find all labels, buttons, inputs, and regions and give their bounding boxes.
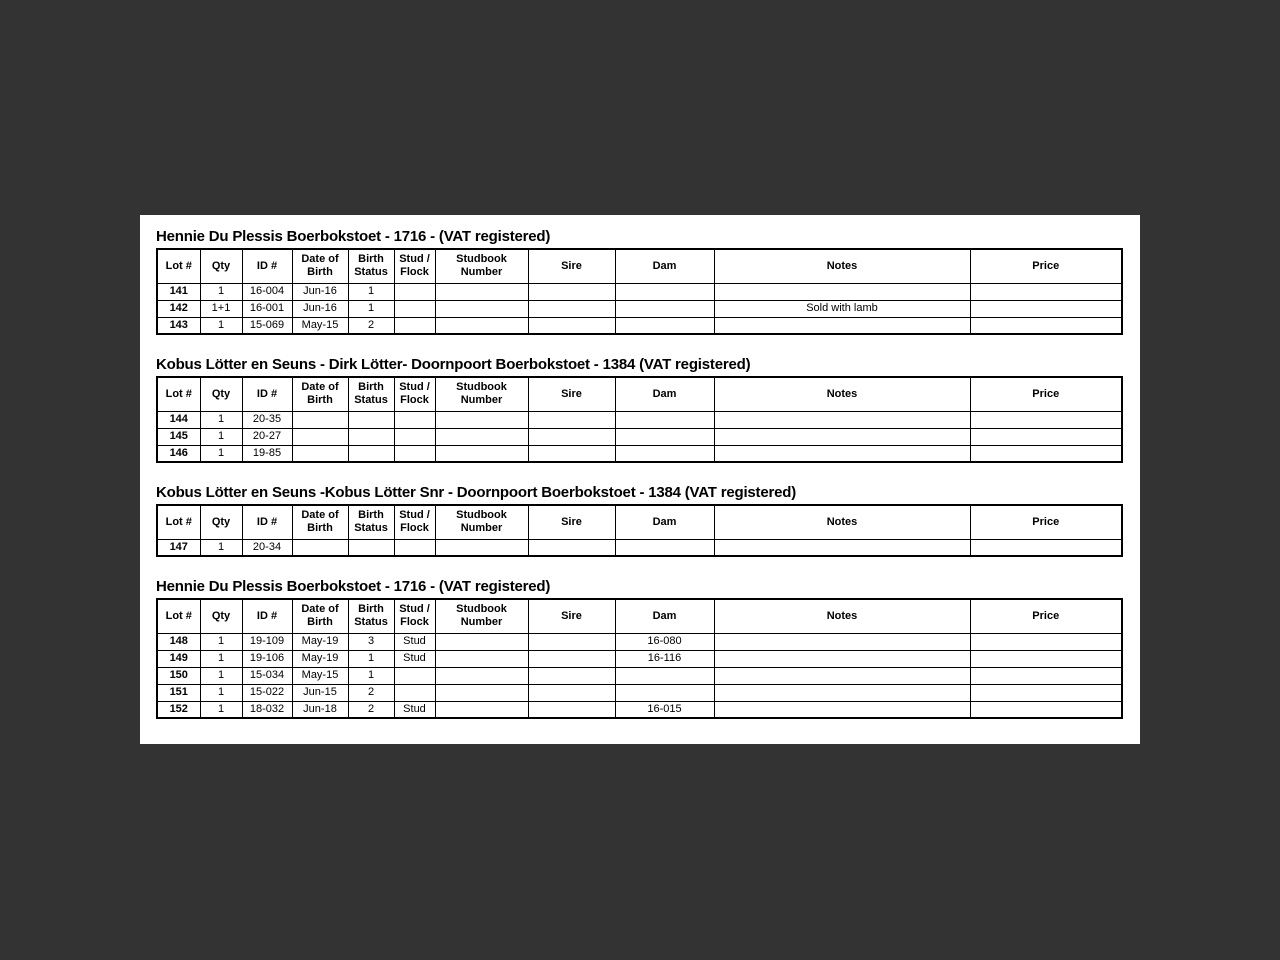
- cell-studflock: [394, 283, 435, 300]
- column-header-studbook: Studbook Number: [435, 377, 528, 411]
- cell-notes: Sold with lamb: [714, 300, 970, 317]
- cell-sire: [528, 667, 615, 684]
- cell-studflock: [394, 667, 435, 684]
- cell-id: 19-106: [242, 650, 292, 667]
- table-row: [157, 650, 1122, 667]
- cell-studbook: [435, 701, 528, 718]
- column-header-studflock: Stud / Flock: [394, 505, 435, 539]
- cell-dam: [615, 667, 714, 684]
- column-header-qty: Qty: [200, 599, 242, 633]
- cell-notes: [714, 701, 970, 718]
- table-row: [157, 684, 1122, 701]
- cell-studbook: [435, 650, 528, 667]
- column-header-id: ID #: [242, 505, 292, 539]
- cell-studflock: [394, 684, 435, 701]
- cell-dam: 16-080: [615, 633, 714, 650]
- document-page: [140, 215, 1140, 744]
- cell-studbook: [435, 539, 528, 556]
- table-row: [157, 539, 1122, 556]
- column-header-qty: Qty: [200, 249, 242, 283]
- table-row: [157, 300, 1122, 317]
- column-header-bstatus: Birth Status: [348, 377, 394, 411]
- cell-bstatus: [348, 428, 394, 445]
- cell-price: [970, 667, 1122, 684]
- header-row: [157, 505, 1122, 539]
- section-title: Kobus Lötter en Seuns - Dirk Lötter- Doornpoort Boerbokstoet - 1384 (VAT registered): [156, 356, 751, 373]
- cell-lot: 147: [157, 539, 200, 556]
- column-header-id: ID #: [242, 249, 292, 283]
- cell-notes: [714, 283, 970, 300]
- cell-studbook: [435, 300, 528, 317]
- cell-id: 16-001: [242, 300, 292, 317]
- header-row: [157, 377, 1122, 411]
- cell-qty: 1: [200, 539, 242, 556]
- column-header-qty: Qty: [200, 505, 242, 539]
- cell-qty: 1: [200, 283, 242, 300]
- cell-bstatus: [348, 411, 394, 428]
- column-header-bstatus: Birth Status: [348, 599, 394, 633]
- cell-studbook: [435, 667, 528, 684]
- cell-price: [970, 445, 1122, 462]
- column-header-notes: Notes: [714, 599, 970, 633]
- cell-studflock: Stud: [394, 701, 435, 718]
- cell-notes: [714, 539, 970, 556]
- cell-qty: 1: [200, 428, 242, 445]
- cell-lot: 152: [157, 701, 200, 718]
- cell-notes: [714, 684, 970, 701]
- column-header-notes: Notes: [714, 249, 970, 283]
- cell-dob: Jun-15: [292, 684, 348, 701]
- cell-sire: [528, 701, 615, 718]
- cell-notes: [714, 411, 970, 428]
- column-header-studbook: Studbook Number: [435, 249, 528, 283]
- table-row: [157, 411, 1122, 428]
- column-header-dam: Dam: [615, 599, 714, 633]
- column-header-qty: Qty: [200, 377, 242, 411]
- cell-bstatus: 1: [348, 650, 394, 667]
- cell-qty: 1: [200, 411, 242, 428]
- cell-notes: [714, 317, 970, 334]
- table-row: [157, 317, 1122, 334]
- cell-price: [970, 650, 1122, 667]
- cell-id: 19-85: [242, 445, 292, 462]
- column-header-price: Price: [970, 377, 1122, 411]
- column-header-lot: Lot #: [157, 505, 200, 539]
- cell-lot: 150: [157, 667, 200, 684]
- cell-bstatus: 1: [348, 300, 394, 317]
- cell-studflock: [394, 300, 435, 317]
- cell-lot: 149: [157, 650, 200, 667]
- section-title: Kobus Lötter en Seuns -Kobus Lötter Snr - Doornpoort Boerbokstoet - 1384 (VAT registered): [156, 484, 797, 501]
- table-row: [157, 428, 1122, 445]
- cell-dam: [615, 445, 714, 462]
- cell-qty: 1: [200, 633, 242, 650]
- lot-section: [156, 228, 1122, 335]
- cell-studbook: [435, 445, 528, 462]
- cell-sire: [528, 633, 615, 650]
- cell-sire: [528, 539, 615, 556]
- cell-studflock: [394, 317, 435, 334]
- cell-dob: [292, 411, 348, 428]
- cell-id: 20-27: [242, 428, 292, 445]
- cell-studflock: [394, 539, 435, 556]
- cell-dob: Jun-16: [292, 283, 348, 300]
- cell-studbook: [435, 411, 528, 428]
- cell-dam: 16-116: [615, 650, 714, 667]
- cell-dob: Jun-18: [292, 701, 348, 718]
- lot-section: [156, 356, 1122, 463]
- lot-table: [156, 598, 1123, 719]
- cell-dob: May-19: [292, 633, 348, 650]
- cell-dam: [615, 283, 714, 300]
- cell-id: 15-034: [242, 667, 292, 684]
- column-header-dam: Dam: [615, 505, 714, 539]
- cell-sire: [528, 411, 615, 428]
- section-title: Hennie Du Plessis Boerbokstoet - 1716 - (VAT registered): [156, 228, 551, 245]
- column-header-dam: Dam: [615, 249, 714, 283]
- cell-studbook: [435, 428, 528, 445]
- cell-price: [970, 283, 1122, 300]
- cell-lot: 143: [157, 317, 200, 334]
- cell-qty: 1: [200, 701, 242, 718]
- lot-section: [156, 578, 1122, 719]
- column-header-id: ID #: [242, 599, 292, 633]
- cell-bstatus: 2: [348, 701, 394, 718]
- cell-id: 20-34: [242, 539, 292, 556]
- column-header-dob: Date of Birth: [292, 249, 348, 283]
- cell-studflock: Stud: [394, 633, 435, 650]
- column-header-price: Price: [970, 249, 1122, 283]
- cell-id: 16-004: [242, 283, 292, 300]
- cell-dam: [615, 411, 714, 428]
- cell-bstatus: 1: [348, 283, 394, 300]
- cell-dob: Jun-16: [292, 300, 348, 317]
- cell-id: 19-109: [242, 633, 292, 650]
- cell-sire: [528, 317, 615, 334]
- cell-price: [970, 684, 1122, 701]
- header-row: [157, 599, 1122, 633]
- column-header-dam: Dam: [615, 377, 714, 411]
- cell-price: [970, 539, 1122, 556]
- table-row: [157, 667, 1122, 684]
- column-header-sire: Sire: [528, 599, 615, 633]
- cell-lot: 142: [157, 300, 200, 317]
- cell-sire: [528, 428, 615, 445]
- lot-table: [156, 376, 1123, 463]
- cell-bstatus: [348, 445, 394, 462]
- column-header-studflock: Stud / Flock: [394, 249, 435, 283]
- column-header-studflock: Stud / Flock: [394, 377, 435, 411]
- column-header-studbook: Studbook Number: [435, 599, 528, 633]
- cell-qty: 1+1: [200, 300, 242, 317]
- cell-qty: 1: [200, 317, 242, 334]
- lot-section: [156, 484, 1122, 557]
- cell-price: [970, 411, 1122, 428]
- cell-price: [970, 317, 1122, 334]
- cell-bstatus: 2: [348, 684, 394, 701]
- cell-price: [970, 300, 1122, 317]
- column-header-dob: Date of Birth: [292, 377, 348, 411]
- cell-bstatus: [348, 539, 394, 556]
- table-row: [157, 633, 1122, 650]
- cell-studflock: [394, 411, 435, 428]
- lot-table: [156, 504, 1123, 557]
- cell-dam: [615, 684, 714, 701]
- table-row: [157, 701, 1122, 718]
- cell-dob: May-15: [292, 667, 348, 684]
- column-header-studflock: Stud / Flock: [394, 599, 435, 633]
- column-header-dob: Date of Birth: [292, 505, 348, 539]
- cell-sire: [528, 650, 615, 667]
- cell-studbook: [435, 684, 528, 701]
- cell-id: 18-032: [242, 701, 292, 718]
- column-header-lot: Lot #: [157, 599, 200, 633]
- column-header-dob: Date of Birth: [292, 599, 348, 633]
- cell-dam: [615, 300, 714, 317]
- column-header-sire: Sire: [528, 505, 615, 539]
- cell-lot: 145: [157, 428, 200, 445]
- column-header-notes: Notes: [714, 377, 970, 411]
- column-header-sire: Sire: [528, 249, 615, 283]
- cell-dob: [292, 428, 348, 445]
- cell-notes: [714, 633, 970, 650]
- cell-dam: 16-015: [615, 701, 714, 718]
- cell-dam: [615, 539, 714, 556]
- cell-dob: May-15: [292, 317, 348, 334]
- cell-dob: [292, 539, 348, 556]
- cell-id: 15-022: [242, 684, 292, 701]
- cell-qty: 1: [200, 667, 242, 684]
- cell-studbook: [435, 633, 528, 650]
- cell-dob: May-19: [292, 650, 348, 667]
- column-header-lot: Lot #: [157, 377, 200, 411]
- cell-sire: [528, 300, 615, 317]
- cell-dam: [615, 428, 714, 445]
- cell-id: 15-069: [242, 317, 292, 334]
- cell-sire: [528, 684, 615, 701]
- cell-lot: 151: [157, 684, 200, 701]
- cell-lot: 141: [157, 283, 200, 300]
- column-header-price: Price: [970, 599, 1122, 633]
- cell-bstatus: 2: [348, 317, 394, 334]
- cell-qty: 1: [200, 445, 242, 462]
- column-header-sire: Sire: [528, 377, 615, 411]
- lot-table: [156, 248, 1123, 335]
- cell-notes: [714, 667, 970, 684]
- cell-dob: [292, 445, 348, 462]
- header-row: [157, 249, 1122, 283]
- cell-qty: 1: [200, 650, 242, 667]
- column-header-id: ID #: [242, 377, 292, 411]
- cell-lot: 146: [157, 445, 200, 462]
- cell-notes: [714, 650, 970, 667]
- cell-notes: [714, 445, 970, 462]
- cell-id: 20-35: [242, 411, 292, 428]
- cell-price: [970, 701, 1122, 718]
- cell-qty: 1: [200, 684, 242, 701]
- cell-notes: [714, 428, 970, 445]
- cell-studflock: Stud: [394, 650, 435, 667]
- cell-price: [970, 428, 1122, 445]
- cell-studflock: [394, 445, 435, 462]
- column-header-price: Price: [970, 505, 1122, 539]
- table-row: [157, 445, 1122, 462]
- cell-bstatus: 3: [348, 633, 394, 650]
- column-header-lot: Lot #: [157, 249, 200, 283]
- cell-sire: [528, 445, 615, 462]
- column-header-notes: Notes: [714, 505, 970, 539]
- cell-bstatus: 1: [348, 667, 394, 684]
- column-header-bstatus: Birth Status: [348, 505, 394, 539]
- cell-studbook: [435, 283, 528, 300]
- column-header-studbook: Studbook Number: [435, 505, 528, 539]
- table-row: [157, 283, 1122, 300]
- cell-studbook: [435, 317, 528, 334]
- cell-dam: [615, 317, 714, 334]
- cell-studflock: [394, 428, 435, 445]
- cell-price: [970, 633, 1122, 650]
- column-header-bstatus: Birth Status: [348, 249, 394, 283]
- cell-lot: 144: [157, 411, 200, 428]
- cell-sire: [528, 283, 615, 300]
- cell-lot: 148: [157, 633, 200, 650]
- section-title: Hennie Du Plessis Boerbokstoet - 1716 - (VAT registered): [156, 578, 551, 595]
